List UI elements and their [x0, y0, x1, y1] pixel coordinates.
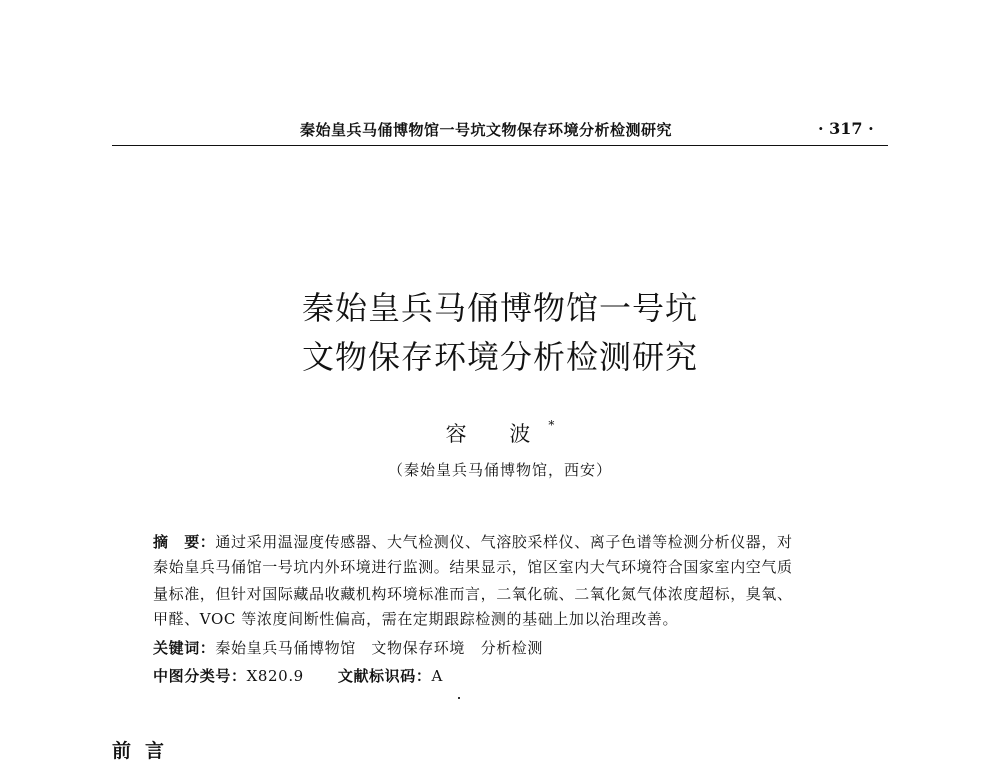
title-line-2: 文物保存环境分析检测研究	[301, 338, 698, 376]
title-line-1: 秦始皇兵马俑博物馆一号坑	[301, 289, 698, 327]
abstract-label: 摘 要：	[153, 533, 216, 551]
doc-code-value: A	[431, 667, 443, 685]
affiliation: （秦始皇兵马俑博物馆，西安）	[387, 461, 612, 479]
abstract-line-1	[153, 531, 793, 552]
section-heading: 前言	[112, 740, 179, 762]
keywords	[153, 637, 543, 658]
keywords-value: 秦始皇兵马俑博物馆 文物保存环境 分析检测	[215, 639, 544, 657]
keywords-label: 关键词：	[153, 639, 216, 657]
author-name: 容 波	[445, 422, 549, 446]
clc-label: 中图分类号：	[153, 667, 247, 685]
abstract-line-3: 量标准，但针对国际藏品收藏机构环境标准而言，二氧化硫、二氧化氮气体浓度超标，臭氧、	[153, 585, 793, 603]
abstract-line-4: 甲醛、VOC 等浓度间断性偏高，需在定期跟踪检测的基础上加以治理改善。	[153, 610, 679, 628]
header-rule	[112, 145, 888, 146]
abstract-line-2: 秦始皇兵马俑馆一号坑内外环境进行监测。结果显示，馆区室内大气环境符合国家室内空气质	[153, 558, 793, 576]
author	[0, 418, 1000, 448]
abstract-text-1: 通过采用温湿度传感器、大气检测仪、气溶胶采样仪、离子色谱等检测分析仪器，对	[215, 533, 793, 551]
doc-code-label: 文献标识码：	[337, 667, 432, 685]
clc-value: X820.9	[246, 667, 304, 685]
running-title: 秦始皇兵马俑博物馆一号坑文物保存环境分析检测研究	[300, 121, 673, 139]
page-number: · 317 ·	[818, 119, 874, 138]
classification	[153, 665, 443, 686]
author-footnote-mark: *	[548, 418, 555, 432]
scan-speck	[458, 697, 460, 699]
